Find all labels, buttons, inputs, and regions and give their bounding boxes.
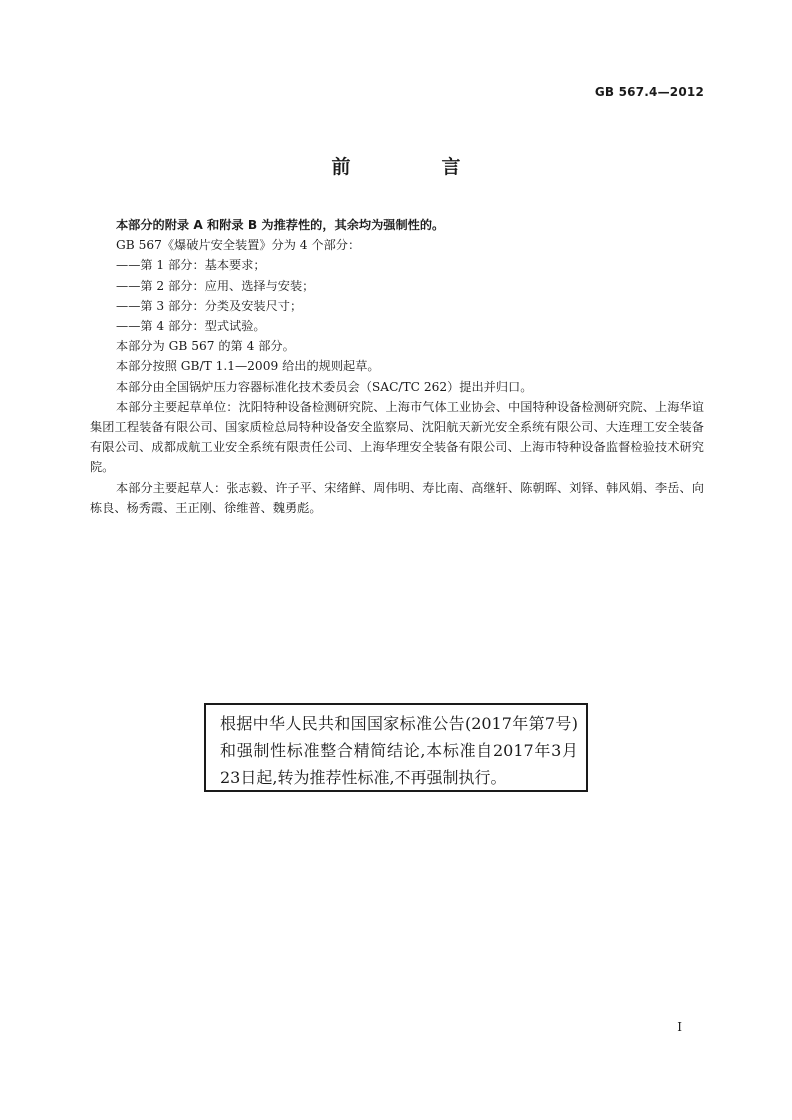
- paragraph-drafters: 本部分主要起草人：张志毅、许子平、宋绪鲜、周伟明、寿比南、高继轩、陈朝晖、刘铎、韩风娟、李岳、向栋良、杨秀霞、王正刚、徐维普、魏勇彪。: [90, 480, 704, 515]
- page-title: 前 言: [331, 156, 497, 178]
- paragraph-annex-note: 本部分的附录 A 和附录 B 为推荐性的，其余均为强制性的。: [116, 218, 445, 232]
- list-item-part-3: ——第 3 部分：分类及安装尺寸；: [116, 298, 303, 313]
- paragraph-this-part: 本部分为 GB 567 的第 4 部分。: [116, 339, 295, 354]
- notice-box: 根据中华人民共和国国家标准公告(2017年第7号)和强制性标准整合精简结论,本标准自2017年3月23日起,转为推荐性标准,不再强制执行。: [204, 703, 588, 792]
- paragraph-parts-intro: GB 567《爆破片安全装置》分为 4 个部分：: [116, 238, 361, 253]
- list-item-part-2: ——第 2 部分：应用、选择与安装；: [116, 278, 315, 293]
- paragraph-proposer: 本部分由全国锅炉压力容器标准化技术委员会（SAC/TC 262）提出并归口。: [116, 379, 533, 394]
- list-item-part-4: ——第 4 部分：型式试验。: [116, 319, 266, 334]
- page-number: I: [677, 1020, 682, 1034]
- standard-code: GB 567.4—2012: [594, 85, 704, 99]
- foreword-body: [90, 215, 704, 518]
- paragraph-drafting-units: 本部分主要起草单位：沈阳特种设备检测研究院、上海市气体工业协会、中国特种设备检测研究院、上海华谊集团工程装备有限公司、国家质检总局特种设备安全监察局、沈阳航天新光安全系统有限公司、大连理工安全装备有限公司、成都成航工业安全系统有限责任公司、上海华理安全装备有限公司、上海市特种设备监督检验技术研究院。: [90, 399, 704, 475]
- paragraph-drafting-rules: 本部分按照 GB/T 1.1—2009 给出的规则起草。: [116, 359, 380, 374]
- list-item-part-1: ——第 1 部分：基本要求；: [116, 258, 266, 273]
